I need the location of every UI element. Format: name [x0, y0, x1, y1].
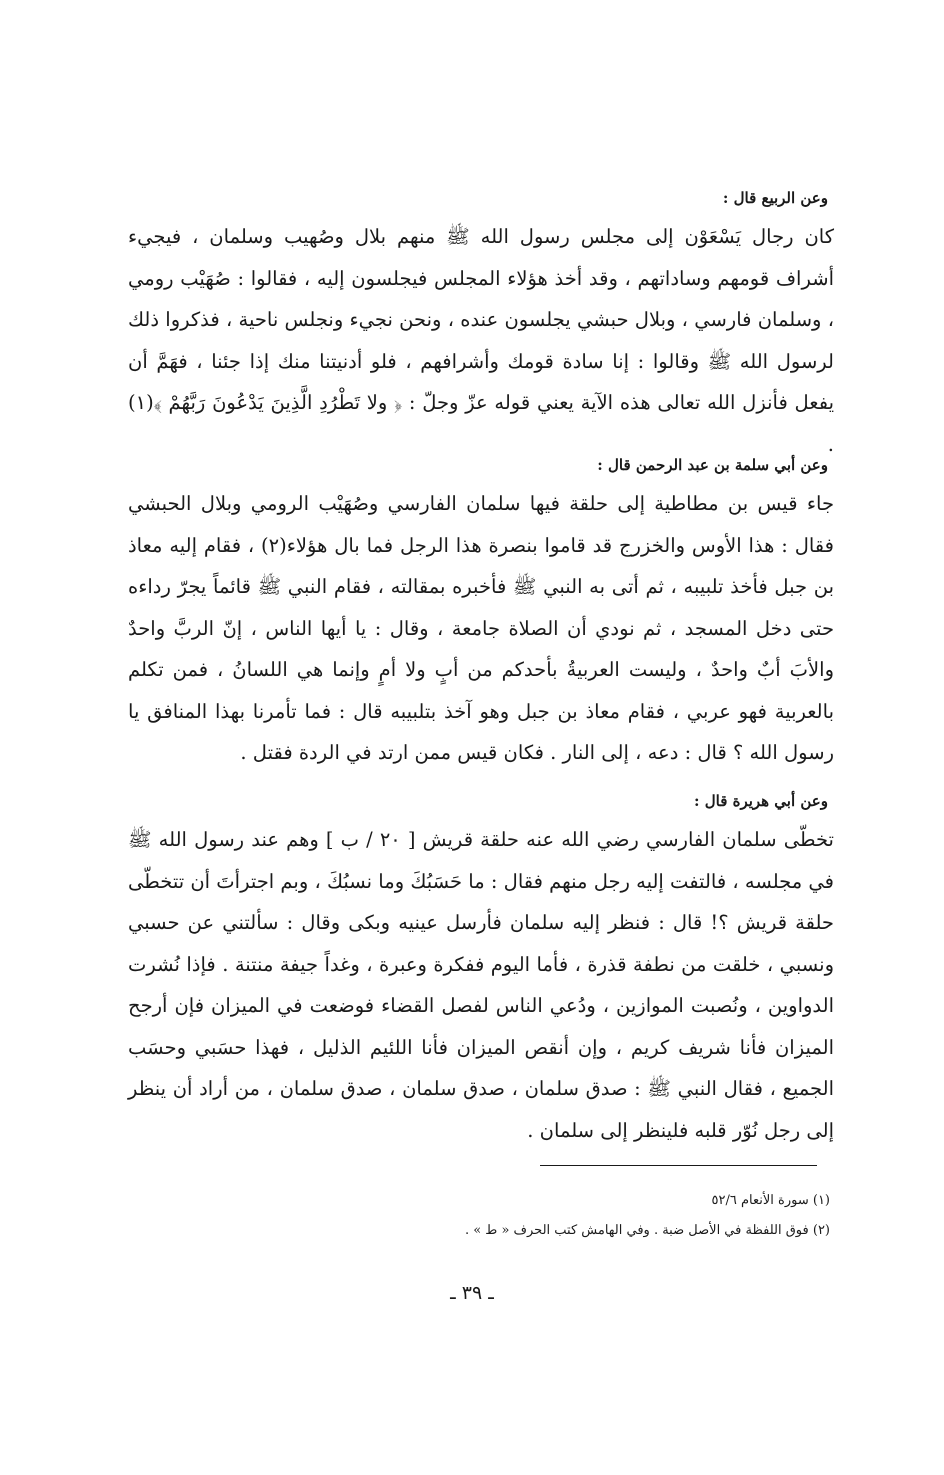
footnote-2: (٢) فوق اللفظة في الأصل ضبة . وفي الهامش كتب الحرف « ط » .: [464, 1223, 830, 1238]
section-abu-hurayra: [128, 789, 834, 1151]
section-paragraph: جاء قيس بن مطاطية إلى حلقة فيها سلمان الفارسي وصُهَيْب الرومي وبلال الحبشي فقال : هذا الأوس والخزرج قد قاموا بنصرة هذا الرجل فما بال هؤلاء(٢) ، فقام إليه معاذ بن جبل فأخذ تلبيبه ، ثم أتى به النبي ﷺ فأخبره بمقالته ، فقام النبي ﷺ قائماً يجرّ رداءه حتى دخل المسجد ، ثم نودي أن الصلاة جامعة ، وقال : يا أيها الناس ، إنّ الربَّ واحدٌ والأبَ أبٌ واحدٌ ، وليست العربيةُ بأحدكم من أبٍ ولا أمٍ وإنما هي اللسانُ ، فمن تكلم بالعربية فهو عربي ، فقام معاذ بن جبل وهو آخذ بتلبيبه قال : فما تأمرنا بهذا المنافق يا رسول الله ؟ قال : دعه ، إلى النار . فكان قيس ممن ارتد في الردة فقتل .: [128, 492, 834, 764]
footnote-divider: [540, 1165, 817, 1166]
section-abu-salama: [128, 453, 834, 774]
section-rabi: [128, 186, 834, 465]
section-paragraph: كان رجال يَسْعَوْن إلى مجلس رسول الله ﷺ منهم بلال وصُهيب وسلمان ، فيجيء أشراف قومهم وساداتهم ، وقد أخذ هؤلاء المجلس فيجلسون إليه ، فقالوا : صُهَيْب رومي ، وسلمان فارسي ، وبلال حبشي يجلسون عنده ، ونحن نجيء ونجلس ناحية ، فذكروا ذلك لرسول الله ﷺ وقالوا : إنا سادة قومك وأشرافهم ، فلو أدنيتنا منك إذا جئنا ، فهَمَّ أن يفعل فأنزل الله تعالى هذه الآية يعني قوله عزّ وجلّ : ﴿ ولا تَطْرُدِ الَّذِينَ يَدْعُونَ رَبَّهُمْ ﴾(١) .: [128, 225, 834, 456]
section-heading: وعن أبي سلمة بن عبد الرحمن قال :: [597, 456, 828, 474]
page-number: ـ ٣٩ ـ: [450, 1282, 494, 1304]
section-heading: وعن الربيع قال :: [722, 189, 828, 207]
section-paragraph: تخطّى سلمان الفارسي رضي الله عنه حلقة قريش [ ٢٠ / ب ] وهم عند رسول الله ﷺ في مجلسه ، فالتفت إليه رجل منهم فقال : ما حَسَبُكَ وما نسبُكَ ، وبم اجترأتَ أن تتخطّى حلقة قريش ؟! قال : فنظر إليه سلمان فأرسل عينيه وبكى وقال : سألتني عن حسبي ونسبي ، خلقت من نطفة قذرة ، فأما اليوم ففكرة وعبرة ، وغداً جيفة منتنة . فإذا نُشرت الدواوين ، ونُصبت الموازين ، ودُعي الناس لفصل القضاء فوضعت في الميزان فإن أرجح الميزان فأنا شريف كريم ، وإن أنقص الميزان فأنا اللئيم الذليل ، فهذا حسَبي وحسَب الجميع ، فقال النبي ﷺ : صدق سلمان ، صدق سلمان ، صدق سلمان ، من أراد أن ينظر إلى رجل نُوّر قلبه فلينظر إلى سلمان .: [128, 828, 834, 1142]
section-heading: وعن أبي هريرة قال :: [693, 792, 828, 810]
footnotes: [300, 1186, 830, 1246]
footnote-1: (١) سورة الأنعام ٥٢/٦: [711, 1193, 830, 1208]
